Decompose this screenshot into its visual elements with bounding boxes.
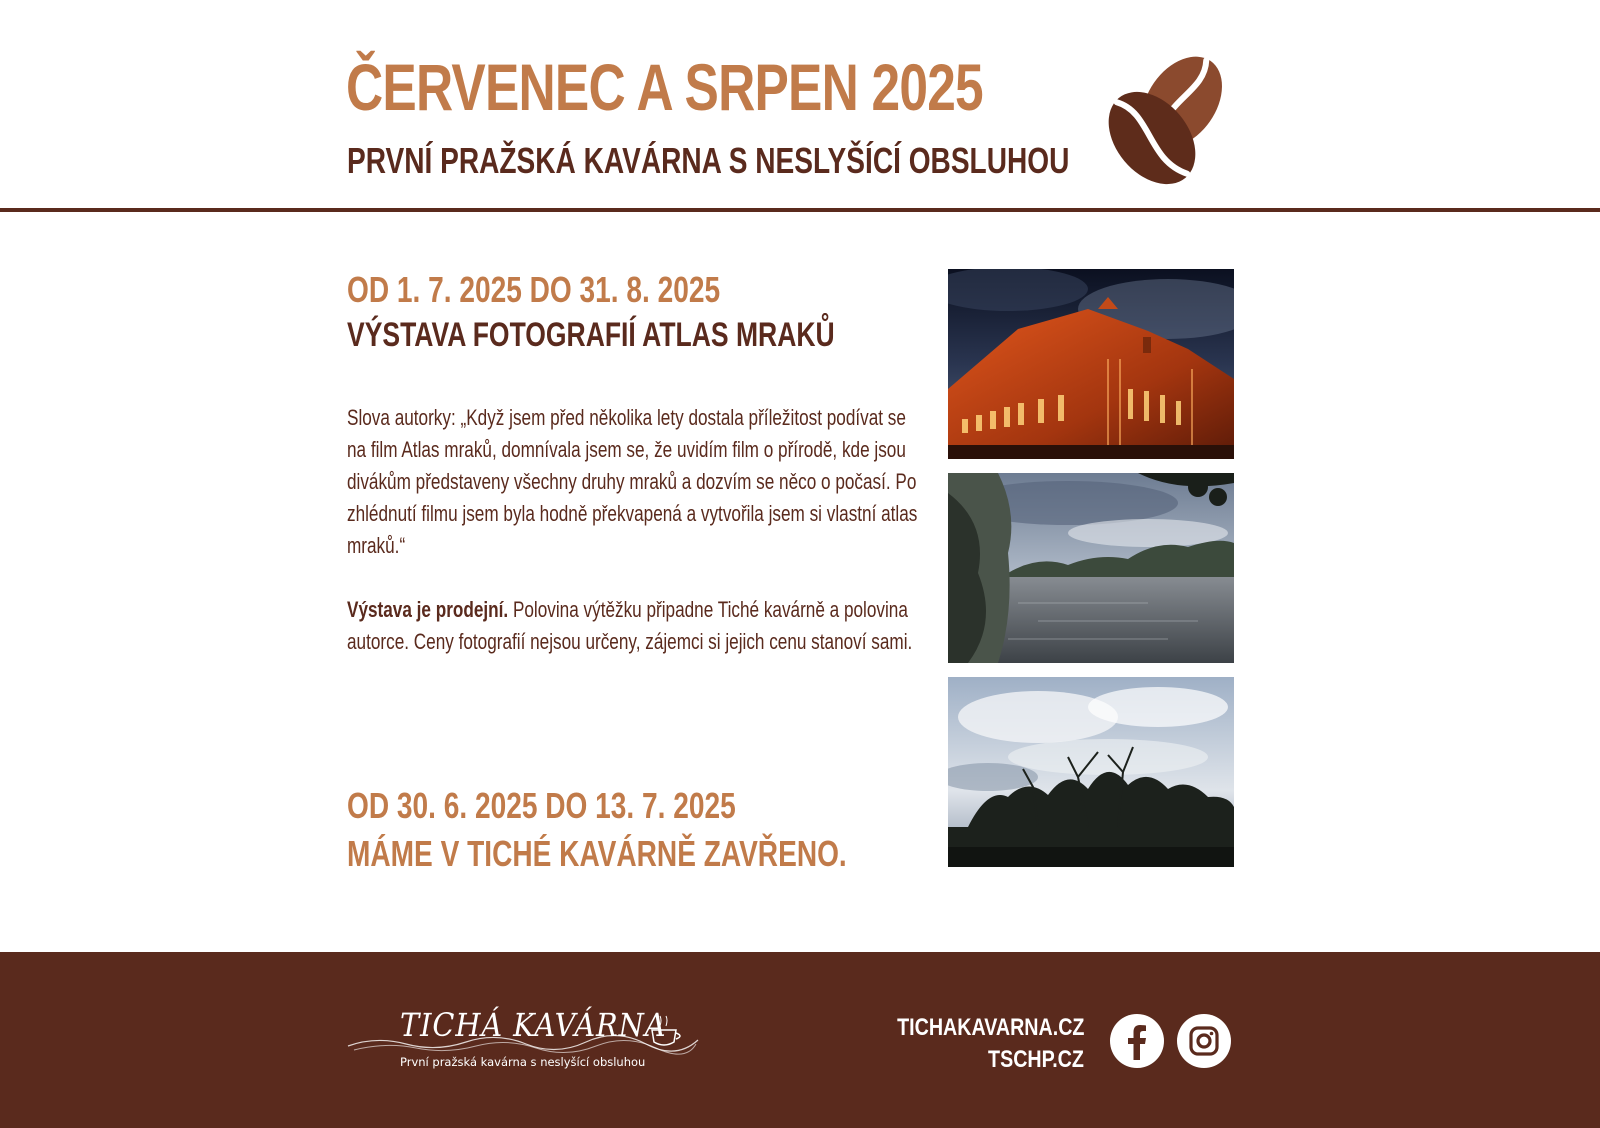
exhibition-title: VÝSTAVA FOTOGRAFIÍ ATLAS MRAKŮ — [347, 316, 835, 354]
exhibition-date-range: OD 1. 7. 2025 DO 31. 8. 2025 — [347, 269, 721, 310]
page-subtitle: PRVNÍ PRAŽSKÁ KAVÁRNA S NESLYŠÍCÍ OBSLUHOU — [347, 140, 1070, 181]
photo-national-theatre — [948, 269, 1234, 459]
exhibition-quote: Slova autorky: „Když jsem před několika lety dostala příležitost podívat se na film Atlas mraků, domnívala jsem se, že uvidím film o přírodě, kde jsou divákům představeny všechny druhy mraků a dozvím se něco o počasí. Po zhlédnutí filmu jsem byla hodně překvapená a vytvořila jsem si vlastní atlas mraků.“ — [347, 405, 918, 558]
sale-bold-text: Výstava je prodejní. — [347, 597, 509, 622]
facebook-icon[interactable] — [1110, 1014, 1164, 1068]
footer — [0, 952, 1600, 1128]
closed-date-range: OD 30. 6. 2025 DO 13. 7. 2025 — [347, 785, 736, 826]
coffee-beans-icon — [1100, 50, 1240, 190]
page-title: ČERVENEC A SRPEN 2025 — [346, 50, 983, 124]
exhibition-sale-info — [347, 594, 924, 658]
link-tichakavarna[interactable]: TICHAKAVARNA.CZ — [896, 1014, 1084, 1041]
footer-tagline: První pražská kavárna s neslyšící obsluhou — [400, 1055, 646, 1069]
closed-title: MÁME V TICHÉ KAVÁRNĚ ZAVŘENO. — [347, 833, 847, 874]
photo-river-clouds — [948, 473, 1234, 663]
sale-text: Polovina výtěžku připadne Tiché kavárně a polovina autorce. Ceny fotografií nejsou určeny, zájemci si jejich cenu stanoví sami. — [347, 597, 913, 654]
photo-trees-sky — [948, 677, 1234, 867]
header-divider — [0, 208, 1600, 212]
instagram-icon[interactable] — [1177, 1014, 1231, 1068]
link-tschp[interactable]: TSCHP.CZ — [988, 1046, 1084, 1073]
footer-logo-text: TICHÁ KAVÁRNA — [400, 1006, 667, 1044]
